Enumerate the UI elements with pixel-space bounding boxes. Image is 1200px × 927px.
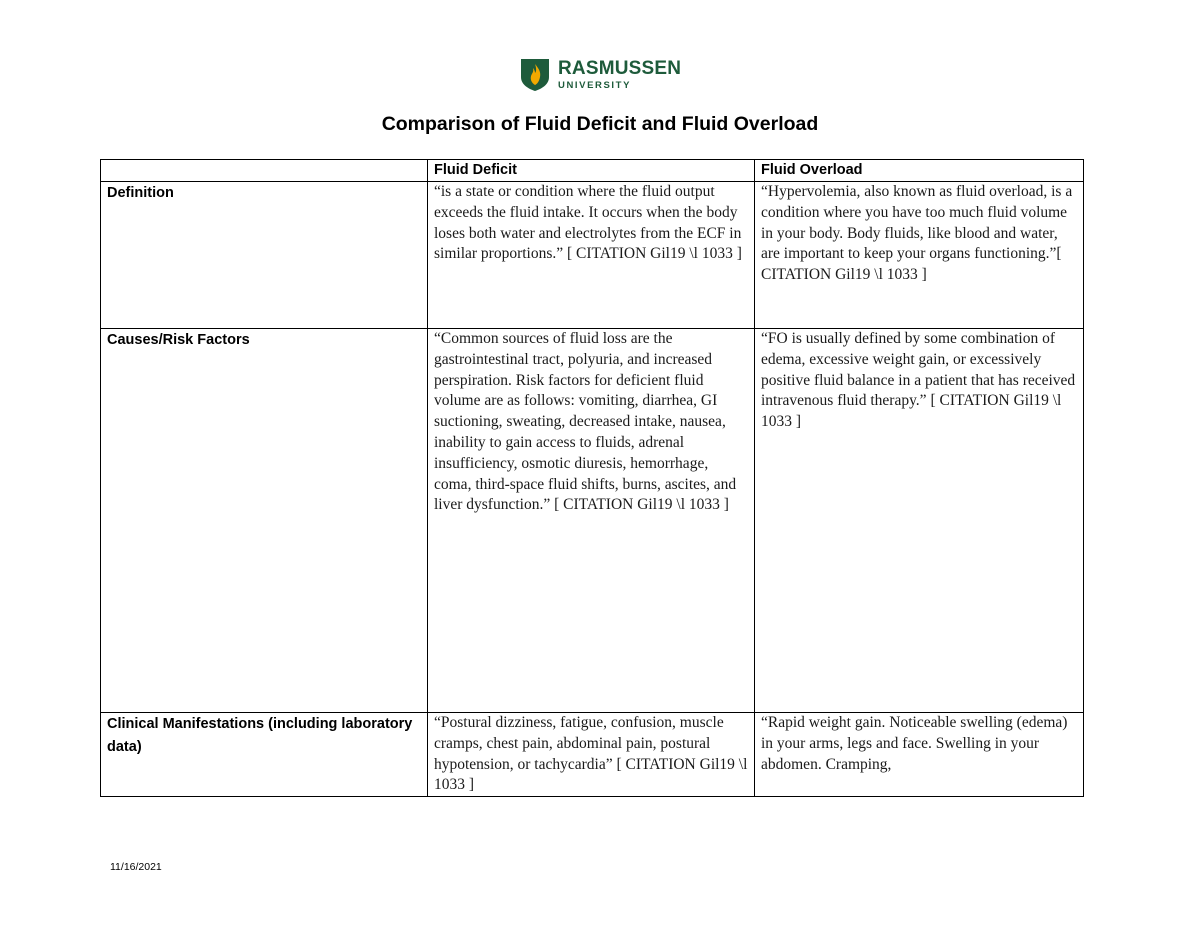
causes-overload-cell: “FO is usually defined by some combination of edema, excessive weight gain, or excessively positive fluid balance in a patient that has received intravenous fluid therapy.” [ CITATION Gil19 \l 1033 ]	[755, 329, 1084, 713]
comparison-table	[100, 159, 1084, 797]
logo-name: RASMUSSEN	[558, 58, 682, 80]
header-cell-fluid-deficit: Fluid Deficit	[428, 160, 755, 182]
row-label-clinical: Clinical Manifestations (including laboratory data)	[101, 713, 428, 797]
table-row	[101, 182, 1084, 329]
clinical-deficit-cell: “Postural dizziness, fatigue, confusion, muscle cramps, chest pain, abdominal pain, postural hypotension, or tachycardia” [ CITATION Gil19 \l 1033 ]	[428, 713, 755, 797]
row-label-causes: Causes/Risk Factors	[101, 329, 428, 713]
crest-flame-icon	[520, 58, 550, 92]
logo-subtitle: UNIVERSITY	[558, 80, 632, 92]
table-row	[101, 713, 1084, 797]
table-header-row	[101, 160, 1084, 182]
header-cell-fluid-overload: Fluid Overload	[755, 160, 1084, 182]
definition-deficit-cell: “is a state or condition where the fluid output exceeds the fluid intake. It occurs when the body loses both water and electrolytes from the ECF in similar proportions.” [ CITATION Gil19 \l 1033 ]	[428, 182, 755, 329]
university-logo	[520, 58, 681, 92]
footer-date: 11/16/2021	[110, 861, 162, 873]
clinical-overload-cell: “Rapid weight gain. Noticeable swelling (edema) in your arms, legs and face. Swelling in your abdomen. Cramping,	[755, 713, 1084, 797]
causes-deficit-cell: “Common sources of fluid loss are the gastrointestinal tract, polyuria, and increased perspiration. Risk factors for deficient fluid volume are as follows: vomiting, diarrhea, GI suctioning, sweating, decreased intake, nausea, inability to gain access to fluids, adrenal insufficiency, osmotic diuresis, hemorrhage, coma, third-space fluid shifts, burns, ascites, and liver dysfunction.” [ CITATION Gil19 \l 1033 ]	[428, 329, 755, 713]
table-row	[101, 329, 1084, 713]
header-cell-empty	[101, 160, 428, 182]
page-title: Comparison of Fluid Deficit and Fluid Overload	[381, 113, 819, 135]
definition-overload-cell: “Hypervolemia, also known as fluid overload, is a condition where you have too much fluid volume in your body. Body fluids, like blood and water, are important to keep your organs functioning.”[ CITATION Gil19 \l 1033 ]	[755, 182, 1084, 329]
row-label-definition: Definition	[101, 182, 428, 329]
